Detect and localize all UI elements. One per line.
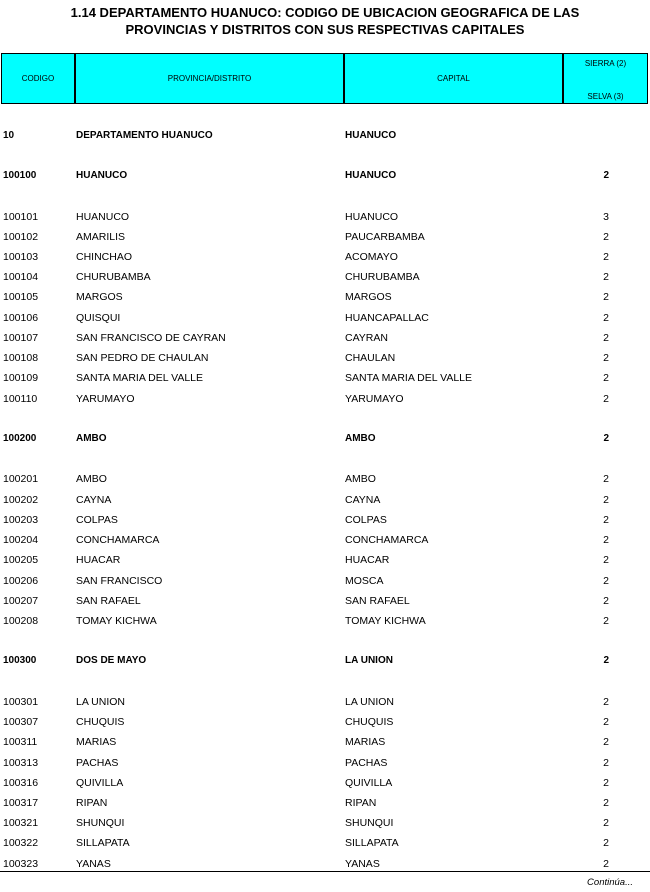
- table-row: [0, 574, 650, 588]
- cell-codigo: 100205: [3, 554, 39, 566]
- cell-region: 2: [603, 777, 609, 789]
- table-row: [0, 351, 650, 365]
- cell-provincia-distrito: CAYNA: [76, 494, 112, 506]
- table-row: [0, 290, 650, 304]
- cell-codigo: 100104: [3, 271, 39, 283]
- table-row: [0, 311, 650, 325]
- table-row: [0, 614, 650, 628]
- cell-codigo: 100109: [3, 372, 39, 384]
- cell-region: 2: [603, 757, 609, 769]
- cell-provincia-distrito: HUACAR: [76, 554, 121, 566]
- table-row-group: [0, 169, 650, 183]
- cell-capital: SILLAPATA: [345, 837, 399, 849]
- cell-codigo: 100110: [3, 393, 38, 405]
- cell-region: 2: [603, 615, 609, 627]
- cell-capital: MARIAS: [345, 736, 386, 748]
- cell-region: 2: [603, 332, 609, 344]
- cell-codigo: 100202: [3, 494, 39, 506]
- cell-capital: CAYRAN: [345, 332, 388, 344]
- table-row: [0, 816, 650, 830]
- cell-capital: HUANUCO: [345, 130, 397, 141]
- cell-codigo: 100107: [3, 332, 39, 344]
- cell-provincia-distrito: HUANUCO: [76, 211, 130, 223]
- title-line-1: 1.14 DEPARTAMENTO HUANUCO: CODIGO DE UBICACION GEOGRAFICA DE LAS: [70, 5, 580, 20]
- cell-capital: TOMAY KICHWA: [345, 615, 426, 627]
- table-row: [0, 513, 650, 527]
- cell-capital: PAUCARBAMBA: [345, 231, 425, 243]
- cell-codigo: 100321: [3, 817, 39, 829]
- table-row-group: [0, 654, 650, 668]
- cell-provincia-distrito: CONCHAMARCA: [76, 534, 160, 546]
- cell-capital: AMBO: [345, 433, 376, 444]
- cell-provincia-distrito: DOS DE MAYO: [76, 655, 147, 666]
- cell-codigo: 100206: [3, 575, 39, 587]
- table-row: [0, 230, 650, 244]
- cell-region: 2: [603, 575, 609, 587]
- cell-region: 2: [603, 494, 609, 506]
- cell-codigo: 100201: [3, 473, 39, 485]
- cell-provincia-distrito: TOMAY KICHWA: [76, 615, 157, 627]
- cell-region: 2: [603, 170, 609, 181]
- cell-capital: YANAS: [345, 858, 380, 870]
- cell-region: 2: [603, 696, 609, 708]
- cell-provincia-distrito: MARIAS: [76, 736, 117, 748]
- cell-provincia-distrito: SANTA MARIA DEL VALLE: [76, 372, 204, 384]
- cell-codigo: 100200: [3, 433, 37, 444]
- table-row: [0, 796, 650, 810]
- cell-region: 2: [603, 251, 609, 263]
- header-provincia-distrito: PROVINCIA/DISTRITO: [75, 53, 344, 104]
- cell-region: 2: [603, 393, 609, 405]
- table-row: [0, 270, 650, 284]
- cell-capital: HUANUCO: [345, 211, 399, 223]
- cell-provincia-distrito: SAN FRANCISCO: [76, 575, 163, 587]
- cell-region: 3: [603, 211, 609, 223]
- cell-provincia-distrito: YARUMAYO: [76, 393, 135, 405]
- cell-codigo: 100313: [3, 757, 39, 769]
- cell-capital: SHUNQUI: [345, 817, 394, 829]
- table-row: [0, 392, 650, 406]
- cell-region: 2: [603, 514, 609, 526]
- cell-capital: CONCHAMARCA: [345, 534, 429, 546]
- cell-region: 2: [603, 312, 609, 324]
- cell-region: 2: [603, 554, 609, 566]
- table-row: [0, 695, 650, 709]
- cell-codigo: 10: [3, 130, 15, 141]
- page-title: [0, 4, 650, 38]
- cell-capital: COLPAS: [345, 514, 387, 526]
- cell-capital: PACHAS: [345, 757, 388, 769]
- cell-region: 2: [603, 271, 609, 283]
- cell-codigo: 100317: [3, 797, 39, 809]
- cell-capital: AMBO: [345, 473, 376, 485]
- cell-region: 2: [603, 736, 609, 748]
- cell-provincia-distrito: SAN FRANCISCO DE CAYRAN: [76, 332, 226, 344]
- cell-provincia-distrito: PACHAS: [76, 757, 119, 769]
- cell-capital: CHUQUIS: [345, 716, 394, 728]
- table-row: [0, 210, 650, 224]
- cell-codigo: 100316: [3, 777, 39, 789]
- cell-region: 2: [603, 534, 609, 546]
- table-row: [0, 371, 650, 385]
- cell-region: 2: [603, 433, 609, 444]
- cell-capital: LA UNION: [345, 655, 393, 666]
- cell-provincia-distrito: RIPAN: [76, 797, 108, 809]
- cell-provincia-distrito: HUANUCO: [76, 170, 128, 181]
- cell-codigo: 100307: [3, 716, 39, 728]
- cell-capital: ACOMAYO: [345, 251, 398, 263]
- table-row: [0, 331, 650, 345]
- cell-region: 2: [603, 231, 609, 243]
- cell-provincia-distrito: AMARILIS: [76, 231, 126, 243]
- cell-capital: MARGOS: [345, 291, 392, 303]
- cell-provincia-distrito: SILLAPATA: [76, 837, 130, 849]
- cell-region: 2: [603, 655, 609, 666]
- continua-note: Continúa...: [587, 877, 633, 888]
- cell-region: 2: [603, 716, 609, 728]
- cell-codigo: 100323: [3, 858, 39, 870]
- table-row: [0, 857, 650, 871]
- table-row: [0, 735, 650, 749]
- cell-provincia-distrito: LA UNION: [76, 696, 126, 708]
- cell-codigo: 100300: [3, 655, 37, 666]
- cell-codigo: 100106: [3, 312, 39, 324]
- cell-codigo: 100105: [3, 291, 39, 303]
- table-row: [0, 776, 650, 790]
- header-sierra: SIERRA (2): [584, 59, 627, 68]
- table-row: [0, 472, 650, 486]
- table-row: [0, 553, 650, 567]
- cell-provincia-distrito: CHUQUIS: [76, 716, 125, 728]
- cell-region: 2: [603, 797, 609, 809]
- cell-provincia-distrito: COLPAS: [76, 514, 118, 526]
- header-selva: SELVA (3): [587, 92, 624, 101]
- cell-region: 2: [603, 291, 609, 303]
- cell-region: 2: [603, 837, 609, 849]
- header-region: [563, 53, 648, 104]
- cell-codigo: 100322: [3, 837, 39, 849]
- cell-provincia-distrito: SAN PEDRO DE CHAULAN: [76, 352, 209, 364]
- cell-region: 2: [603, 858, 609, 870]
- cell-codigo: 100102: [3, 231, 39, 243]
- cell-region: 2: [603, 595, 609, 607]
- cell-codigo: 100207: [3, 595, 39, 607]
- cell-codigo: 100301: [3, 696, 39, 708]
- table-row: [0, 836, 650, 850]
- cell-provincia-distrito: QUIVILLA: [76, 777, 124, 789]
- cell-capital: HUACAR: [345, 554, 390, 566]
- cell-capital: HUANUCO: [345, 170, 397, 181]
- cell-codigo: 100208: [3, 615, 39, 627]
- cell-codigo: 100101: [3, 211, 39, 223]
- cell-region: 2: [603, 372, 609, 384]
- cell-provincia-distrito: YANAS: [76, 858, 111, 870]
- table-row: [0, 756, 650, 770]
- title-line-2: PROVINCIAS Y DISTRITOS CON SUS RESPECTIVAS CAPITALES: [125, 22, 525, 37]
- table-row: [0, 715, 650, 729]
- cell-region: 2: [603, 817, 609, 829]
- cell-codigo: 100203: [3, 514, 39, 526]
- table-row-group: [0, 129, 650, 143]
- cell-capital: LA UNION: [345, 696, 395, 708]
- cell-codigo: 100311: [3, 736, 38, 748]
- cell-provincia-distrito: AMBO: [76, 473, 107, 485]
- header-codigo: CODIGO: [1, 53, 75, 104]
- cell-capital: CHURUBAMBA: [345, 271, 420, 283]
- table-row: [0, 594, 650, 608]
- cell-region: 2: [603, 473, 609, 485]
- cell-provincia-distrito: AMBO: [76, 433, 107, 444]
- cell-provincia-distrito: DEPARTAMENTO HUANUCO: [76, 130, 213, 141]
- cell-codigo: 100204: [3, 534, 39, 546]
- cell-codigo: 100100: [3, 170, 37, 181]
- cell-capital: RIPAN: [345, 797, 377, 809]
- cell-capital: QUIVILLA: [345, 777, 393, 789]
- cell-capital: HUANCAPALLAC: [345, 312, 429, 324]
- cell-capital: CHAULAN: [345, 352, 396, 364]
- cell-capital: SAN RAFAEL: [345, 595, 410, 607]
- cell-capital: SANTA MARIA DEL VALLE: [345, 372, 473, 384]
- cell-provincia-distrito: SAN RAFAEL: [76, 595, 141, 607]
- cell-provincia-distrito: SHUNQUI: [76, 817, 125, 829]
- cell-codigo: 100108: [3, 352, 39, 364]
- bottom-divider: [0, 871, 650, 872]
- cell-capital: MOSCA: [345, 575, 384, 587]
- cell-capital: CAYNA: [345, 494, 381, 506]
- cell-provincia-distrito: MARGOS: [76, 291, 123, 303]
- table-row: [0, 533, 650, 547]
- cell-codigo: 100103: [3, 251, 39, 263]
- cell-capital: YARUMAYO: [345, 393, 404, 405]
- cell-region: 2: [603, 352, 609, 364]
- header-capital: CAPITAL: [344, 53, 563, 104]
- cell-provincia-distrito: QUISQUI: [76, 312, 121, 324]
- cell-provincia-distrito: CHINCHAO: [76, 251, 133, 263]
- table-row: [0, 250, 650, 264]
- table-row-group: [0, 432, 650, 446]
- table-row: [0, 493, 650, 507]
- cell-provincia-distrito: CHURUBAMBA: [76, 271, 151, 283]
